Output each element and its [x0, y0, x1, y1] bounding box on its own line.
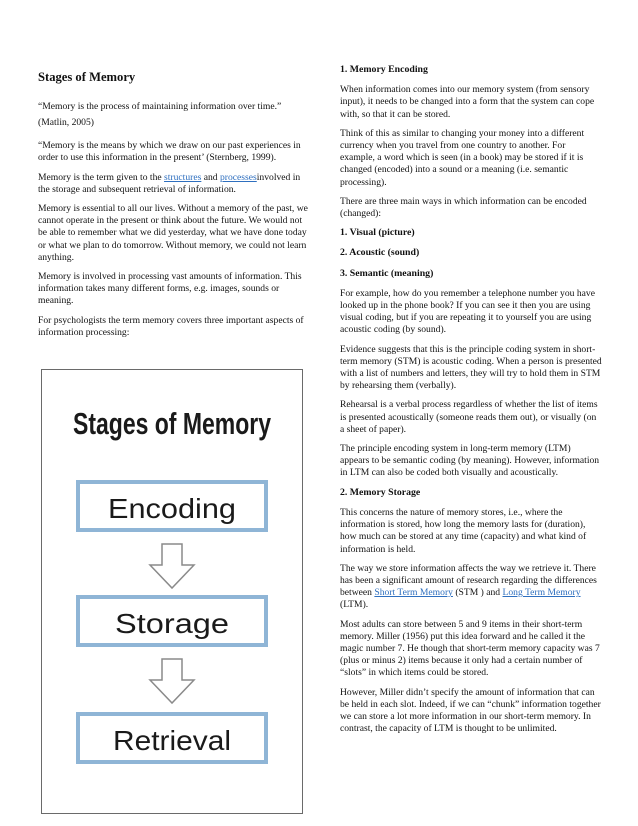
diagram-title: Stages of Memory [73, 406, 272, 441]
storage-label: Storage [115, 608, 229, 639]
definition-text-end: involved in the storage and subsequent retrieval of information. [38, 171, 301, 195]
encoding-paragraph-5: Evidence suggests that this is the principle coding system in short-term memory (STM) is acoustic coding. When a person is presented with a list of numbers and letters, they will try to hold them in STM by rehearsing them (verbally). [340, 343, 602, 392]
storage-text-start: The way we store information affects the way we retrieve it. There has been a significant amount of research regarding the differences between [340, 562, 597, 599]
storage-paragraph-2 [340, 563, 602, 612]
sternberg-quote: “Memory is the means by which we draw on our past experiences in order to use this information in the present’ (Sternberg, 1999). [38, 140, 301, 164]
structures-link[interactable]: structures [164, 171, 202, 183]
psychologists-paragraph: For psychologists the term memory covers three important aspects of information processing: [38, 314, 304, 338]
encoding-paragraph-2: Think of this as similar to changing your money into a different currency when you travel from one country to another. For example, a word which is seen (in a book) may be stored if it is changed (encoded) into a sound or a meaning (i.e. semantic processing). [340, 127, 585, 188]
down-arrow-icon [150, 659, 194, 703]
matlin-quote: “Memory is the process of maintaining information over time.” (Matlin, 2005) [38, 101, 282, 129]
memory-definition [38, 172, 310, 196]
memory-processing-paragraph: Memory is involved in processing vast amounts of information. This information takes many different forms, e.g. images, sounds or meaning. [38, 271, 302, 307]
encoding-paragraph-4: For example, how do you remember a telephone number you have looked up in the phone book? If you can see it then you are using visual coding, but if you are repeating it to yourself you are using acoustic coding (by sound). [340, 287, 595, 336]
left-column [38, 64, 310, 346]
definition-text-start: Memory is the term given to the [38, 171, 165, 183]
encoding-heading: 1. Memory Encoding [340, 64, 428, 75]
memory-essential-paragraph: Memory is essential to all our lives. Without a memory of the past, we cannot operate in the present or think about the future. We would not be able to remember what we did yesterday, what we have done today or what we plan to do tomorrow. Without memory, we could not learn anything. [38, 203, 308, 263]
storage-paragraph-4: However, Miller didn’t specify the amount of information that can be held in each slot. Indeed, if we can “chunk” information together we can store a lot more information in our short-term memory. In contrast, the capacity of LTM is thought to be unlimited. [340, 686, 601, 735]
short-term-memory-link[interactable]: Short Term Memory [374, 587, 453, 599]
page-title: Stages of Memory [38, 70, 136, 84]
right-column [340, 64, 602, 742]
encoding-paragraph-1: When information comes into our memory system (from sensory input), it needs to be changed into a form that the system can cope with, so that it can be stored. [340, 84, 595, 120]
stages-diagram-svg [42, 370, 301, 812]
retrieval-label: Retrieval [113, 725, 231, 756]
storage-text-mid: (STM ) and [452, 587, 503, 599]
down-arrow-icon [150, 544, 194, 588]
long-term-memory-link[interactable]: Long Term Memory [502, 587, 581, 599]
storage-paragraph-1: This concerns the nature of memory stores, i.e., where the information is stored, how long the memory lasts for (duration), how much can be stored at any time (capacity) and what kind of information is held. [340, 506, 587, 555]
processes-link[interactable]: processes [220, 171, 257, 183]
storage-heading: 2. Memory Storage [340, 486, 421, 498]
encoding-way-semantic: 3. Semantic (meaning) [340, 267, 434, 279]
encoding-label: Encoding [108, 493, 236, 524]
encoding-paragraph-7: The principle encoding system in long-term memory (LTM) appears to be semantic coding (by meaning). However, information in LTM can also be coded both visually and acoustically. [340, 443, 600, 479]
encoding-way-acoustic: 2. Acoustic (sound) [340, 247, 420, 259]
encoding-paragraph-6: Rehearsal is a verbal process regardless of whether the list of items is presented acoustically (someone reads them out), or visually (on a sheet of paper). [340, 399, 598, 435]
storage-text-end: (LTM). [340, 599, 369, 611]
definition-text-mid: and [201, 171, 220, 183]
encoding-paragraph-3: There are three main ways in which information can be encoded (changed): [340, 195, 587, 220]
stages-diagram [41, 369, 303, 814]
encoding-way-visual: 1. Visual (picture) [340, 227, 415, 239]
storage-paragraph-3: Most adults can store between 5 and 9 items in their short-term memory. Miller (1956) put this idea forward and he called it the magic number 7. He though that short-term memory capacity was 7 (plus or minus 2) items because it only had a certain number of “slots” in which items could be stored. [340, 618, 600, 679]
